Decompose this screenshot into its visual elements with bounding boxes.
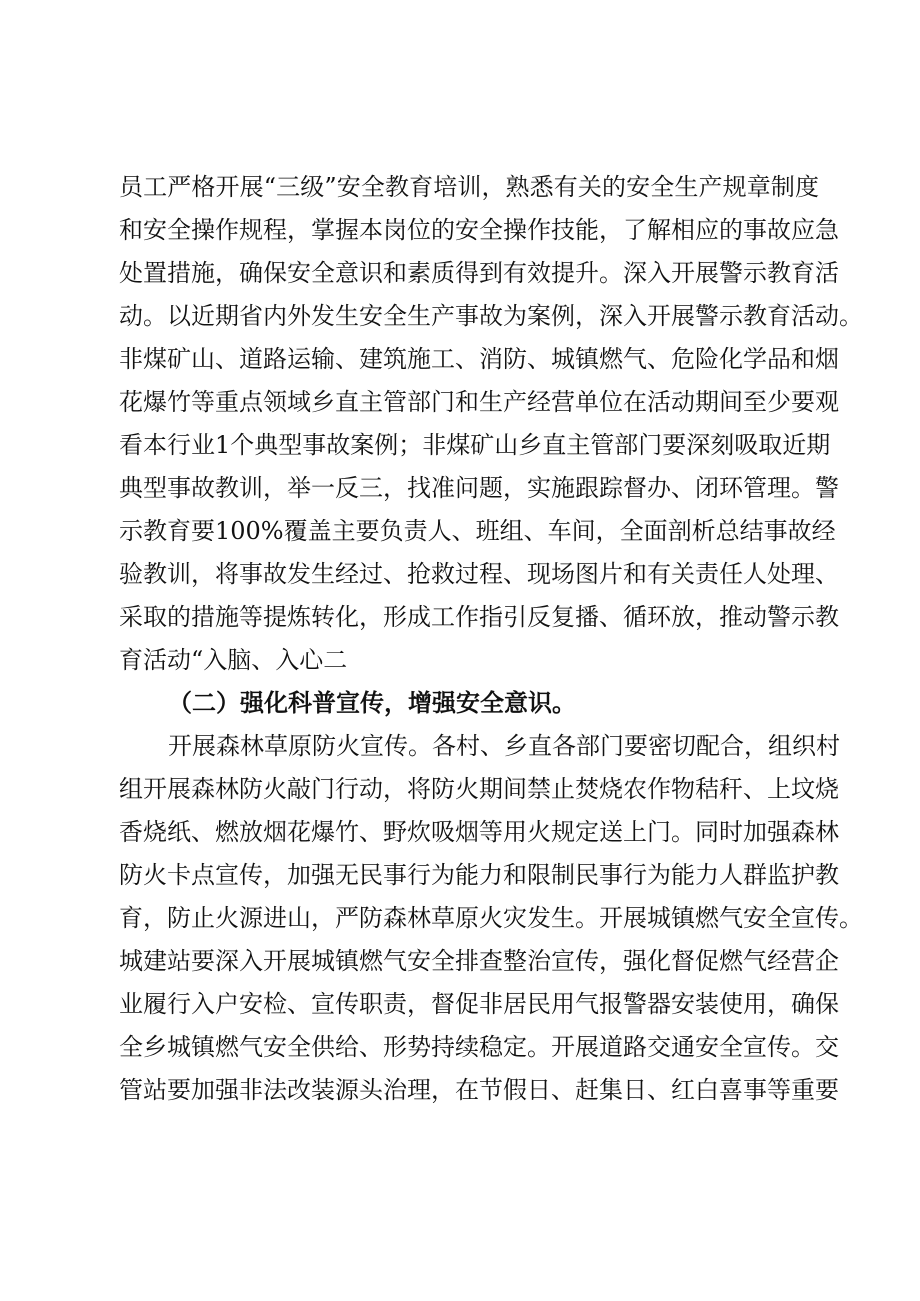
body-text-line: 动。以近期省内外发生安全生产事故为案例，深入开展警示教育活动。 [119, 302, 863, 330]
body-text-line: 验教训，将事故发生经过、抢救过程、现场图片和有关责任人处理、 [119, 560, 839, 588]
body-text-line: 看本行业1个典型事故案例；非煤矿山乡直主管部门要深刻吸取近期 [119, 431, 831, 459]
body-text-line: 花爆竹等重点领域乡直主管部门和生产经营单位在活动期间至少要观 [119, 388, 839, 416]
body-text-line: 全乡城镇燃气安全供给、形势持续稳定。开展道路交通安全宣传。交 [119, 1033, 839, 1061]
section-heading: （二）强化科普宣传，增强安全意识。 [168, 688, 576, 717]
body-text-line: 典型事故教训，举一反三，找准问题，实施跟踪督办、闭环管理。警 [119, 474, 839, 502]
body-text-line: 组开展森林防火敲门行动，将防火期间禁止焚烧农作物秸秆、上坟烧 [119, 775, 839, 803]
body-text-line: 育，防止火源进山，严防森林草原火灾发生。开展城镇燃气安全宣传。 [119, 904, 863, 932]
body-text-line: 开展森林草原防火宣传。各村、乡直各部门要密切配合，组织村 [168, 732, 840, 760]
body-text-line: 采取的措施等提炼转化，形成工作指引反复播、循环放，推动警示教 [119, 603, 839, 631]
body-text-line: 防火卡点宣传，加强无民事行为能力和限制民事行为能力人群监护教 [119, 861, 839, 889]
body-text-line: 业履行入户安检、宣传职责，督促非居民用气报警器安装使用，确保 [119, 990, 839, 1018]
body-text-line: 城建站要深入开展城镇燃气安全排查整治宣传，强化督促燃气经营企 [119, 947, 839, 975]
body-text-line: 和安全操作规程，掌握本岗位的安全操作技能，了解相应的事故应急 [119, 216, 839, 244]
body-text-line: 香烧纸、燃放烟花爆竹、野炊吸烟等用火规定送上门。同时加强森林 [119, 818, 839, 846]
body-text-line: 员工严格开展“三级”安全教育培训，熟悉有关的安全生产规章制度 [119, 173, 819, 201]
body-text-line: 处置措施，确保安全意识和素质得到有效提升。深入开展警示教育活 [119, 259, 839, 287]
body-text-line: 示教育要100%覆盖主要负责人、班组、车间，全面剖析总结事故经 [119, 517, 836, 545]
body-text-line: 管站要加强非法改装源头治理，在节假日、赶集日、红白喜事等重要 [119, 1076, 839, 1104]
body-text-line: 非煤矿山、道路运输、建筑施工、消防、城镇燃气、危险化学品和烟 [119, 345, 839, 373]
body-text-line: 育活动“入脑、入心二 [119, 646, 348, 674]
